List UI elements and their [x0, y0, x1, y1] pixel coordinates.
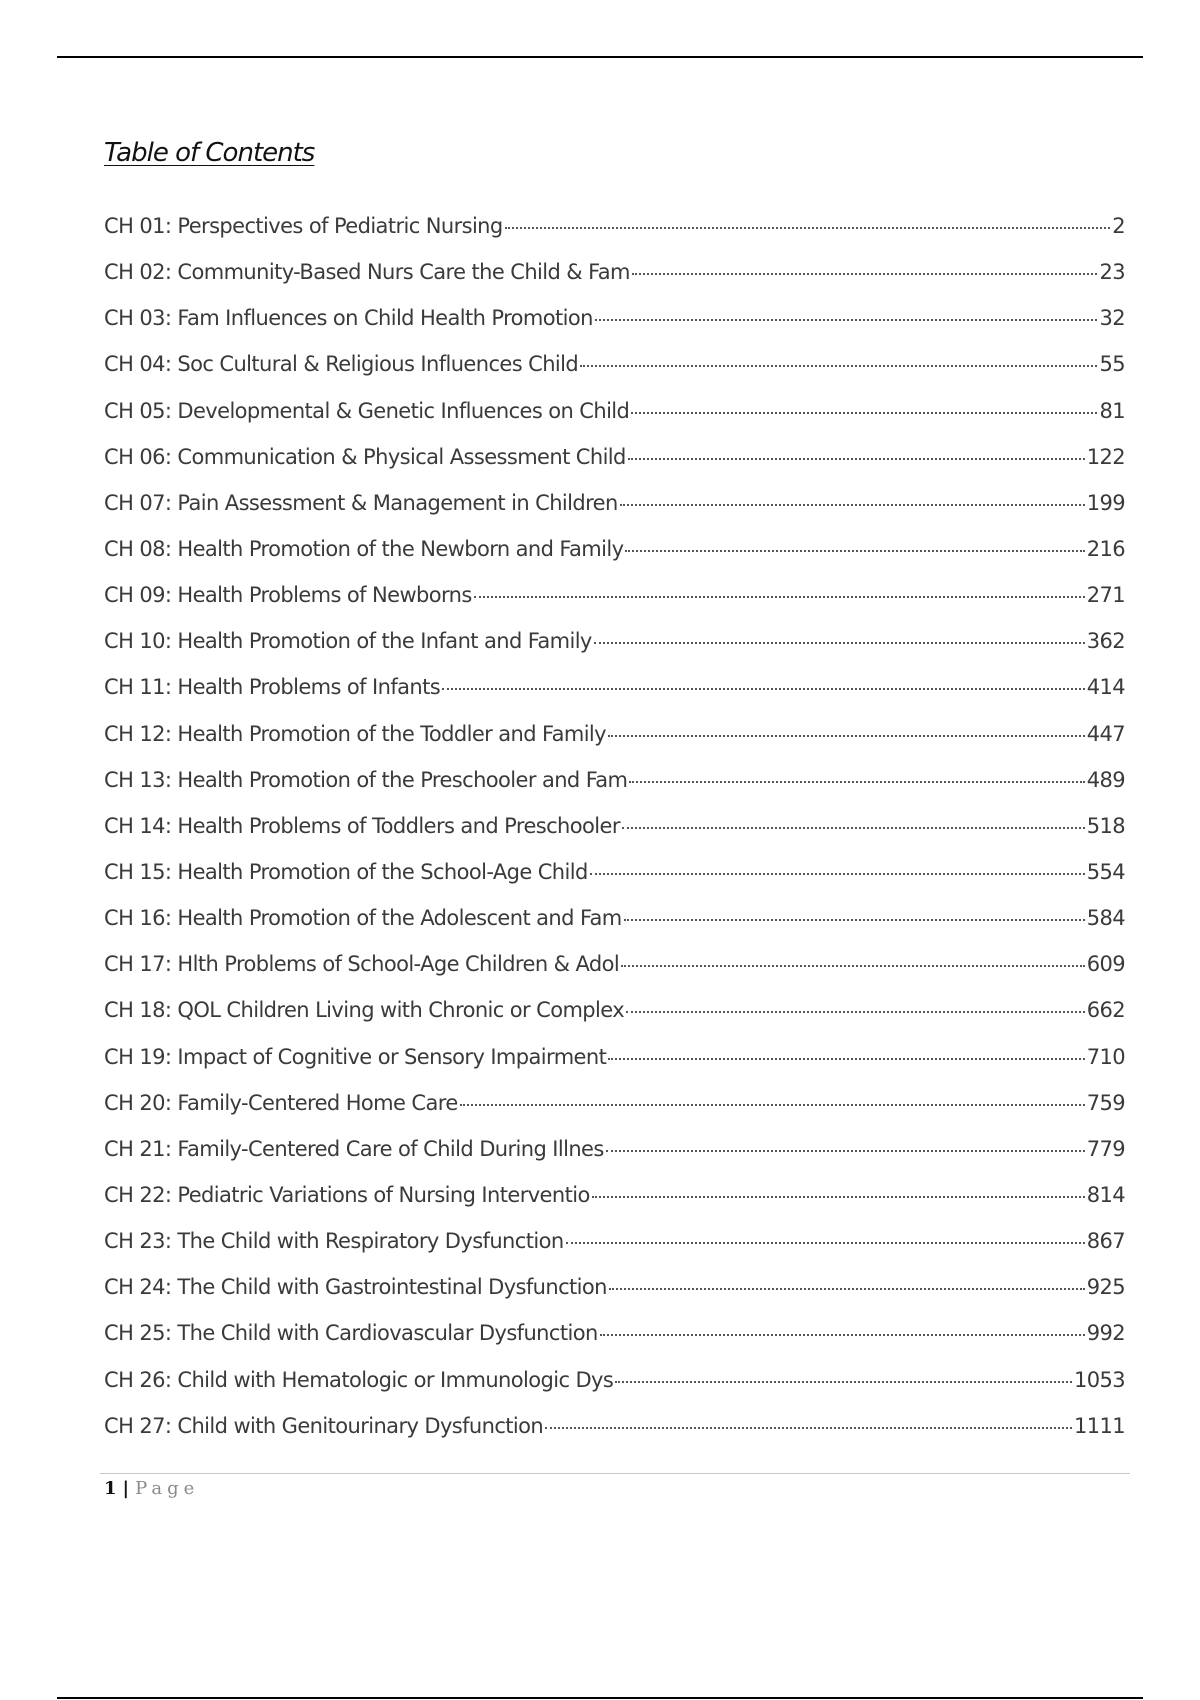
dot-leader	[624, 919, 1085, 921]
toc-entry[interactable]	[104, 583, 1125, 629]
footer-separator: |	[122, 1478, 130, 1499]
dot-leader	[609, 1288, 1085, 1290]
dot-leader	[608, 735, 1085, 737]
toc-entry[interactable]	[104, 722, 1125, 768]
dot-leader	[580, 365, 1097, 367]
toc-entry[interactable]	[104, 352, 1125, 398]
toc-entry[interactable]	[104, 1321, 1125, 1367]
bottom-rule	[57, 1697, 1143, 1699]
toc-entry-label: CH 13: Health Promotion of the Preschooler and Fam	[104, 767, 628, 792]
toc-entry-page: 81	[1099, 398, 1125, 423]
toc-entry-page: 759	[1086, 1090, 1125, 1115]
toc-entry[interactable]	[104, 1183, 1125, 1229]
toc-entry-page: 518	[1086, 813, 1125, 838]
dot-leader	[608, 1058, 1084, 1060]
toc-entry-label: CH 11: Health Problems of Infants	[104, 675, 441, 700]
toc-entry-page: 710	[1086, 1044, 1125, 1069]
toc-list	[104, 214, 1125, 1460]
toc-entry-label: CH 04: Soc Cultural & Religious Influences Child	[104, 352, 579, 377]
toc-entry[interactable]	[104, 537, 1125, 583]
toc-entry[interactable]	[104, 952, 1125, 998]
toc-entry-label: CH 19: Impact of Cognitive or Sensory Impairment	[104, 1044, 607, 1069]
toc-entry-page: 489	[1086, 767, 1125, 792]
dot-leader	[474, 596, 1085, 598]
toc-entry[interactable]	[104, 906, 1125, 952]
toc-entry[interactable]	[104, 306, 1125, 352]
toc-entry-label: CH 18: QOL Children Living with Chronic or Complex	[104, 998, 625, 1023]
toc-entry-label: CH 22: Pediatric Variations of Nursing Interventio	[104, 1182, 590, 1207]
dot-leader	[594, 642, 1085, 644]
toc-entry-page: 779	[1086, 1136, 1125, 1161]
toc-entry-page: 199	[1086, 490, 1125, 515]
toc-entry-page: 362	[1086, 629, 1125, 654]
toc-entry-page: 609	[1086, 952, 1125, 977]
dot-leader	[460, 1104, 1085, 1106]
toc-entry-page: 122	[1086, 444, 1125, 469]
page-footer	[104, 1478, 199, 1499]
toc-entry-label: CH 01: Perspectives of Pediatric Nursing	[104, 214, 503, 238]
toc-entry-page: 447	[1086, 721, 1125, 746]
dot-leader	[442, 688, 1085, 690]
toc-entry-label: CH 02: Community-Based Nurs Care the Child & Fam	[104, 260, 630, 285]
toc-entry[interactable]	[104, 1045, 1125, 1091]
toc-entry-page: 662	[1086, 998, 1125, 1023]
dot-leader	[505, 227, 1111, 229]
toc-entry-page: 814	[1086, 1182, 1125, 1207]
header-rule	[57, 56, 1143, 58]
toc-entry-page: 867	[1086, 1229, 1125, 1254]
toc-entry[interactable]	[104, 1368, 1125, 1414]
toc-entry[interactable]	[104, 1275, 1125, 1321]
toc-entry-label: CH 03: Fam Influences on Child Health Promotion	[104, 306, 593, 331]
toc-entry[interactable]	[104, 675, 1125, 721]
dot-leader	[631, 412, 1097, 414]
dot-leader	[545, 1427, 1072, 1429]
toc-entry-label: CH 16: Health Promotion of the Adolescent and Fam	[104, 906, 622, 931]
toc-entry[interactable]	[104, 214, 1125, 260]
dot-leader	[606, 1150, 1085, 1152]
toc-entry-page: 2	[1112, 214, 1125, 238]
toc-entry-page: 1053	[1073, 1367, 1125, 1392]
toc-entry-page: 271	[1086, 583, 1125, 608]
toc-entry-label: CH 14: Health Problems of Toddlers and Preschooler	[104, 813, 620, 838]
toc-entry[interactable]	[104, 629, 1125, 675]
toc-entry-label: CH 07: Pain Assessment & Management in Children	[104, 490, 618, 515]
dot-leader	[622, 827, 1085, 829]
toc-entry-label: CH 25: The Child with Cardiovascular Dysfunction	[104, 1321, 598, 1346]
dot-leader	[632, 273, 1098, 275]
toc-entry-label: CH 21: Family-Centered Care of Child During Illnes	[104, 1136, 604, 1161]
dot-leader	[595, 319, 1098, 321]
toc-entry-page: 55	[1099, 352, 1125, 377]
toc-entry[interactable]	[104, 860, 1125, 906]
toc-entry[interactable]	[104, 445, 1125, 491]
toc-entry-page: 925	[1086, 1275, 1125, 1300]
toc-entry-page: 216	[1086, 536, 1125, 561]
toc-entry-label: CH 26: Child with Hematologic or Immunologic Dys	[104, 1367, 614, 1392]
toc-entry-page: 992	[1086, 1321, 1125, 1346]
toc-entry-page: 584	[1086, 906, 1125, 931]
toc-entry-label: CH 20: Family-Centered Home Care	[104, 1090, 458, 1115]
toc-entry[interactable]	[104, 1414, 1125, 1460]
dot-leader	[628, 458, 1085, 460]
toc-entry[interactable]	[104, 399, 1125, 445]
dot-leader	[590, 873, 1085, 875]
dot-leader	[626, 1011, 1085, 1013]
dot-leader	[566, 1242, 1085, 1244]
toc-entry-label: CH 12: Health Promotion of the Toddler and Family	[104, 721, 606, 746]
dot-leader	[621, 965, 1085, 967]
toc-entry-page: 23	[1099, 260, 1125, 285]
toc-entry-label: CH 08: Health Promotion of the Newborn and Family	[104, 536, 624, 561]
dot-leader	[629, 781, 1084, 783]
toc-entry-page: 414	[1086, 675, 1125, 700]
dot-leader	[600, 1334, 1085, 1336]
toc-entry[interactable]	[104, 1137, 1125, 1183]
toc-entry-page: 554	[1086, 859, 1125, 884]
footer-page-number: 1	[104, 1478, 117, 1499]
footer-rule	[100, 1473, 1130, 1474]
toc-entry[interactable]	[104, 998, 1125, 1044]
toc-entry-label: CH 15: Health Promotion of the School-Age Child	[104, 859, 588, 884]
dot-leader	[592, 1196, 1085, 1198]
toc-entry-label: CH 23: The Child with Respiratory Dysfunction	[104, 1229, 564, 1254]
dot-leader	[615, 1381, 1072, 1383]
toc-entry-label: CH 09: Health Problems of Newborns	[104, 583, 472, 608]
toc-entry-label: CH 27: Child with Genitourinary Dysfunction	[104, 1413, 544, 1438]
toc-entry-label: CH 17: Hlth Problems of School-Age Children & Adol	[104, 952, 620, 977]
toc-entry-label: CH 06: Communication & Physical Assessment Child	[104, 444, 626, 469]
toc-entry[interactable]	[104, 1229, 1125, 1275]
toc-entry-page: 1111	[1073, 1413, 1125, 1438]
toc-entry-label: CH 24: The Child with Gastrointestinal Dysfunction	[104, 1275, 607, 1300]
toc-entry[interactable]	[104, 491, 1125, 537]
footer-page-word: Page	[135, 1478, 200, 1499]
toc-entry-label: CH 05: Developmental & Genetic Influences on Child	[104, 398, 630, 423]
dot-leader	[620, 504, 1085, 506]
toc-entry[interactable]	[104, 260, 1125, 306]
dot-leader	[625, 550, 1084, 552]
toc-entry[interactable]	[104, 768, 1125, 814]
toc-entry[interactable]	[104, 1091, 1125, 1137]
toc-entry-page: 32	[1099, 306, 1125, 331]
toc-entry[interactable]	[104, 814, 1125, 860]
toc-entry-label: CH 10: Health Promotion of the Infant and Family	[104, 629, 592, 654]
toc-title: Table of Contents	[104, 138, 315, 168]
